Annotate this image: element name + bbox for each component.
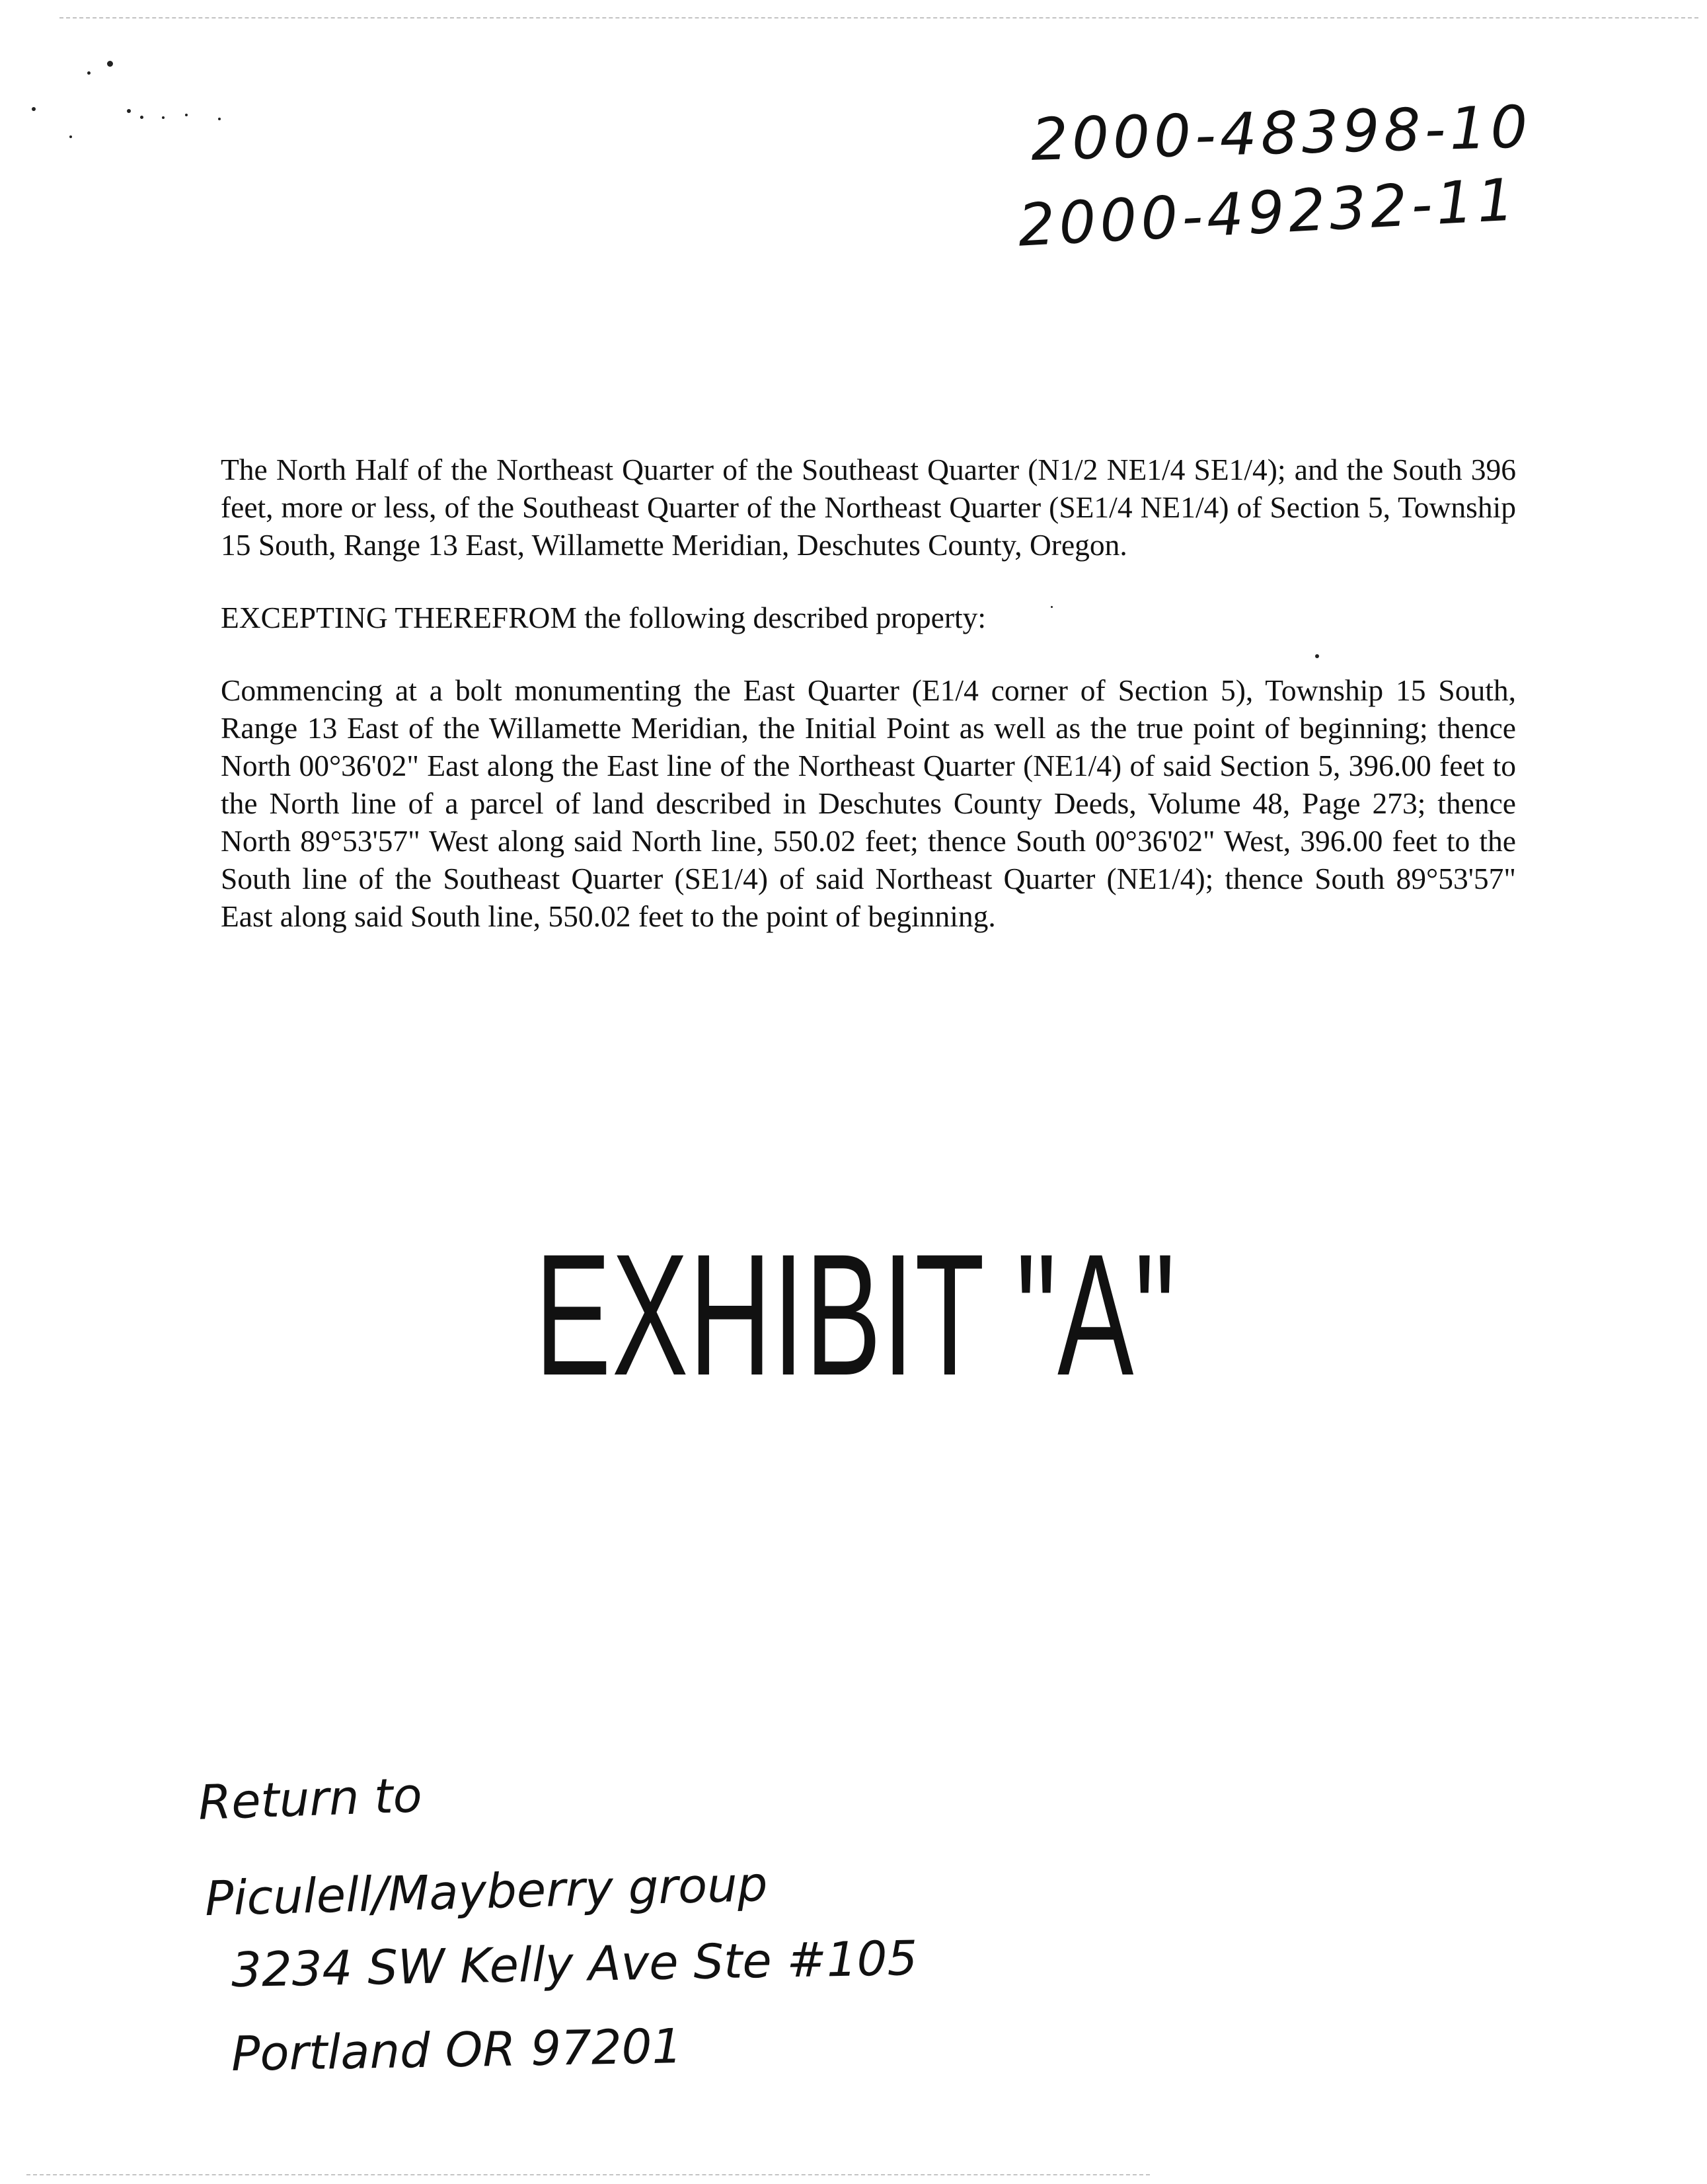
- legal-description: [221, 451, 1516, 935]
- excepting-heading: EXCEPTING THEREFROM the following described property:: [221, 601, 987, 634]
- return-to-name: Piculell/Mayberry group: [204, 1856, 769, 1927]
- return-to-label: Return to: [197, 1767, 423, 1830]
- legal-description-paragraph: The North Half of the Northeast Quarter of the Southeast Quarter (N1/2 NE1/4 SE1/4); and the South 396 feet, more or less, of the Southeast Quarter of the Northeast Quarter (SE1/4 NE1/4) of Section 5, Township 15 South, Range 13 East, Willamette Meridian, Deschutes County, Oregon.: [221, 453, 1516, 562]
- handwritten-recording-numbers: [1016, 93, 1612, 271]
- scan-bottom-edge: [26, 2174, 1150, 2175]
- scan-speck: [87, 71, 91, 75]
- return-to-street: 3234 SW Kelly Ave Ste #105: [231, 1930, 918, 1998]
- scan-speck: [32, 107, 36, 111]
- recording-number: 2000-48398-10: [1030, 93, 1533, 174]
- scan-speck: [69, 135, 72, 138]
- recording-number: 2000-49232-11: [1016, 165, 1520, 260]
- scan-speck: [127, 109, 131, 113]
- legal-description-paragraph: Commencing at a bolt monumenting the East Quarter (E1/4 corner of Section 5), Township 15 South, Range 13 East of the Willamette Meridian, the Initial Point as well as the true point of beginning; thence North 00°36'02" East along the East line of the Northeast Quarter (NE1/4) of said Section 5, 396.00 feet to the North line of a parcel of land described in Deschutes County Deeds, Volume 48, Page 273; thence North 89°53'57" West along said North line, 550.02 feet; thence South 00°36'02" West, 396.00 feet to the South line of the Southeast Quarter (SE1/4) of said Northeast Quarter (NE1/4); thence South 89°53'57" East along said South line, 550.02 feet to the point of beginning.: [221, 673, 1516, 933]
- exhibit-title: EXHIBIT "A": [535, 1218, 1176, 1412]
- scan-speck: [185, 114, 188, 116]
- handwritten-return-address: [192, 1767, 1117, 2088]
- return-to-city: Portland OR 97201: [231, 2018, 683, 2082]
- scan-speck: [107, 61, 113, 67]
- scan-speck: [140, 116, 143, 119]
- scan-speck: [218, 118, 221, 120]
- scan-speck: [162, 116, 165, 119]
- scan-top-edge: [59, 17, 1698, 19]
